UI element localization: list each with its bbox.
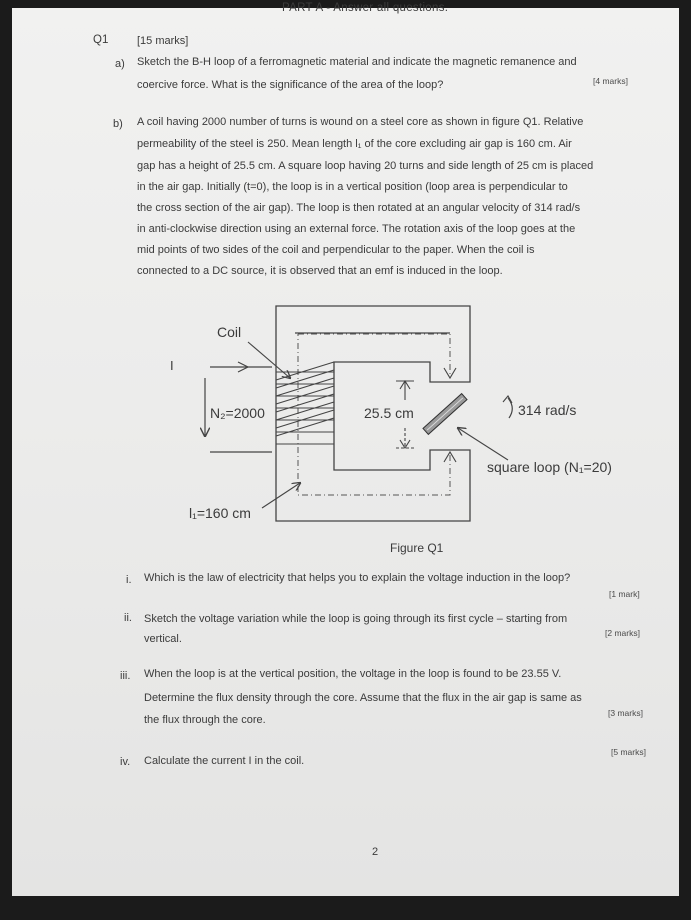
loop-label: square loop (N₁=20)	[487, 459, 612, 475]
subq-text-line: Sketch the voltage variation while the loop is going through its first cycle – starting from	[144, 613, 568, 625]
subq-text-line: Which is the law of electricity that helps you to explain the voltage induction in the loop?	[144, 572, 571, 584]
omega-label: 314 rad/s	[518, 402, 577, 418]
part-b-text-line: mid points of two sides of the coil and perpendicular to the paper. When the coil is	[137, 244, 535, 256]
coil-windings	[276, 362, 334, 444]
turns-label: N₂=2000	[210, 405, 265, 421]
gap-label: 25.5 cm	[364, 405, 414, 421]
part-b-text-line: A coil having 2000 number of turns is wound on a steel core as shown in figure Q1. Relative	[137, 116, 584, 128]
part-a-text-line: Sketch the B-H loop of a ferromagnetic material and indicate the magnetic remanence and	[137, 56, 577, 68]
subq-text-line: vertical.	[144, 633, 182, 645]
question-number: Q1	[93, 34, 109, 46]
part-b-text-line: connected to a DC source, it is observed that an emf is induced in the loop.	[137, 265, 503, 277]
part-b-text-line: in anti-clockwise direction using an external force. The rotation axis of the loop goes at the	[137, 223, 576, 235]
coil-pointer	[248, 342, 290, 378]
subq-marks: [3 marks]	[608, 708, 643, 718]
part-b-text-line: the cross section of the air gap). The loop is then rotated at an angular velocity of 314 rad/s	[137, 202, 581, 214]
part-a-marks: [4 marks]	[593, 76, 628, 86]
gap-dimension-bottom	[396, 428, 414, 448]
current-label: I	[170, 358, 174, 373]
subq-number: iv.	[120, 756, 131, 768]
part-b-label: b)	[113, 118, 123, 130]
subq-number: ii.	[124, 612, 132, 624]
part-b-text-line: permeability of the steel is 250. Mean length l₁ of the core excluding air gap is 160 cm. Air	[137, 138, 572, 150]
question-marks: [15 marks]	[137, 35, 189, 47]
subq-number: i.	[126, 574, 132, 586]
subq-text-line: Calculate the current I in the coil.	[144, 755, 305, 767]
gap-dimension-top	[396, 381, 414, 400]
part-a-label: a)	[115, 58, 125, 70]
part-header: PART A - Answer all questions.	[282, 2, 449, 14]
rotation-arrow	[508, 398, 512, 418]
loop-pointer	[458, 428, 508, 460]
subq-text-line: When the loop is at the vertical position, the voltage in the loop is found to be 23.55 V.	[144, 668, 562, 680]
subq-marks: [1 mark]	[609, 589, 640, 599]
square-loop	[423, 394, 467, 435]
coil-label: Coil	[217, 324, 242, 340]
length-pointer	[262, 483, 300, 508]
subq-text-line: the flux through the core.	[144, 714, 266, 726]
subq-marks: [5 marks]	[611, 747, 646, 757]
part-b-text-line: gap has a height of 25.5 cm. A square loop having 20 turns and side length of 25 cm is placed	[137, 160, 594, 172]
part-a-text-line: coercive force. What is the significance of the area of the loop?	[137, 79, 444, 91]
part-b-text-line: in the air gap. Initially (t=0), the loop is in a vertical position (loop area is perpendicular to	[137, 181, 568, 193]
page-number: 2	[372, 846, 379, 858]
subq-number: iii.	[120, 670, 131, 682]
subq-text-line: Determine the flux density through the core. Assume that the flux in the air gap is same as	[144, 692, 582, 704]
figure-caption: Figure Q1	[390, 541, 444, 555]
subq-marks: [2 marks]	[605, 628, 640, 638]
length-label: l₁=160 cm	[189, 505, 251, 521]
